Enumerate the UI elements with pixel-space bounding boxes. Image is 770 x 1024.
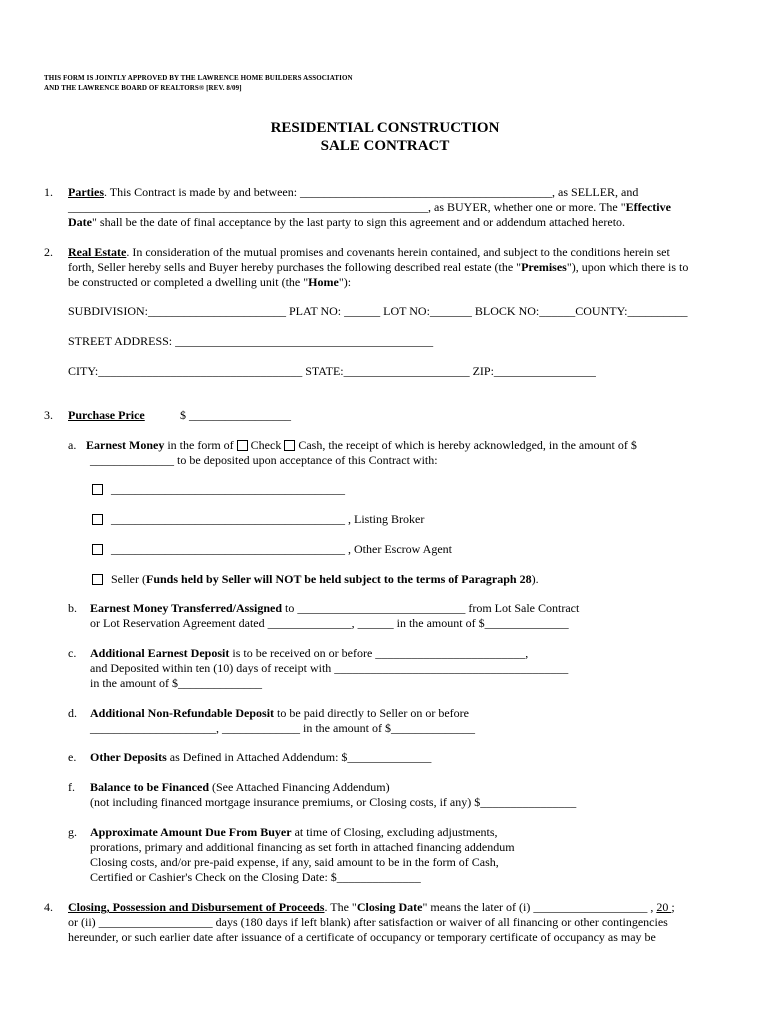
section-1-text-2: ____________________________________________________________, as BUYER, whether one or more. The ": [68, 200, 626, 214]
escrow-option-1-checkbox[interactable]: [92, 484, 103, 495]
item-b-line-2[interactable]: or Lot Reservation Agreement dated ______________, ______ in the amount of $______________: [90, 616, 569, 630]
section-4-line-3: hereunder, or such earlier date after issuance of a certificate of occupancy or temporary certificate of occupancy as may be: [68, 930, 656, 944]
escrow-option-1-field[interactable]: _______________________________________: [111, 482, 345, 496]
check-label: Check: [247, 438, 285, 452]
item-c-line-2[interactable]: and Deposited within ten (10) days of receipt with _______________________________________: [90, 661, 569, 675]
item-c-line-1[interactable]: [90, 646, 528, 661]
cash-label: Cash, the receipt of which is hereby acknowledged, in the amount of $: [295, 438, 637, 452]
transferred-heading: Earnest Money Transferred/Assigned: [90, 601, 282, 615]
item-g-line-2: prorations, primary and additional financing as set forth in attached financing addendum: [90, 840, 515, 854]
item-g-label: g.: [68, 825, 77, 839]
section-4-text-1e: ;: [671, 900, 675, 914]
other-escrow-agent-field[interactable]: _______________________________________ , Other Escrow Agent: [111, 542, 452, 556]
item-g-line-1: [90, 825, 498, 840]
item-f-text-1: (See Attached Financing Addendum): [209, 780, 390, 794]
amount-due-heading: Approximate Amount Due From Buyer: [90, 825, 292, 839]
date-term: Date: [68, 215, 92, 229]
additional-earnest-heading: Additional Earnest Deposit: [90, 646, 230, 660]
document-title-line-2: SALE CONTRACT: [320, 138, 450, 154]
section-1-line-2: [68, 200, 671, 215]
home-term: Home: [308, 275, 339, 289]
section-2-text-2a: forth, Seller hereby sells and Buyer hereby purchases the following described real estate (the ": [68, 260, 522, 274]
item-b-line-1[interactable]: [90, 601, 579, 616]
section-2-number: 2.: [44, 245, 53, 259]
section-1-line-3: [68, 215, 625, 230]
item-c-label: c.: [68, 646, 77, 660]
item-e-line-1[interactable]: [90, 750, 431, 765]
item-a-line-2[interactable]: ______________ to be deposited upon acceptance of this Contract with:: [90, 453, 438, 467]
item-d-label: d.: [68, 706, 77, 720]
non-refundable-heading: Additional Non-Refundable Deposit: [90, 706, 275, 720]
section-3-heading: [68, 408, 145, 423]
item-e-text-1: as Defined in Attached Addendum: $______________: [166, 750, 432, 764]
seller-option-text: [111, 572, 539, 587]
closing-year-field[interactable]: 20: [656, 900, 672, 914]
item-d-text-1: to be paid directly to Seller on or before: [274, 706, 469, 720]
earnest-money-heading: Earnest Money: [86, 438, 165, 452]
check-checkbox[interactable]: [237, 440, 248, 451]
item-a-label: a.: [68, 438, 77, 452]
subdivision-field-line[interactable]: SUBDIVISION:_______________________ PLAT NO: ______ LOT NO:_______ BLOCK NO:______COUNTY:__________: [68, 304, 688, 318]
section-1-heading: Parties: [68, 185, 104, 199]
section-1-number: 1.: [44, 185, 53, 199]
closing-heading: Closing, Possession and Disbursement of Proceeds: [68, 900, 325, 914]
section-4-text-1a: . The ": [324, 900, 357, 914]
section-2-text-3c: "):: [338, 275, 352, 289]
item-b-text-1: to ____________________________ from Lot Sale Contract: [282, 601, 580, 615]
closing-date-term: Closing Date: [356, 900, 423, 914]
item-c-line-3[interactable]: in the amount of $______________: [90, 676, 262, 690]
form-header: [44, 73, 353, 93]
section-3-number: 3.: [44, 408, 53, 422]
cash-checkbox[interactable]: [284, 440, 295, 451]
item-f-line-2[interactable]: (not including financed mortgage insurance premiums, or Closing costs, if any) $________________: [90, 795, 577, 809]
other-escrow-agent-checkbox[interactable]: [92, 544, 103, 555]
section-1-text-3: " shall be the date of final acceptance by the last party to sign this agreement and or addendum attached hereto.: [92, 215, 626, 229]
section-2-text-3a: be constructed or completed a dwelling unit (the ": [68, 275, 309, 289]
section-2-text-1: . In consideration of the mutual promises and covenants herein contained, and subject to the conditions herein set: [126, 245, 670, 259]
section-2-line-2: [68, 260, 688, 275]
city-state-zip-field[interactable]: CITY:__________________________________ STATE:_____________________ ZIP:_________________: [68, 364, 596, 378]
section-2-line-1: [68, 245, 670, 260]
item-f-label: f.: [68, 780, 75, 794]
item-c-text-1: is to be received on or before _________________________,: [229, 646, 529, 660]
section-2-line-3: [68, 275, 351, 290]
seller-close-paren: ).: [531, 572, 539, 586]
seller-checkbox[interactable]: [92, 574, 103, 585]
section-4-number: 4.: [44, 900, 53, 914]
seller-label: Seller (: [111, 572, 146, 586]
purchase-price-field[interactable]: $ _________________: [180, 408, 291, 422]
balance-financed-heading: Balance to be Financed: [90, 780, 209, 794]
item-d-line-1: [90, 706, 469, 721]
item-b-label: b.: [68, 601, 77, 615]
section-1-line-1: [68, 185, 638, 200]
header-line-1: THIS FORM IS JOINTLY APPROVED BY THE LAWRENCE HOME BUILDERS ASSOCIATION: [44, 74, 353, 82]
section-4-line-1[interactable]: [68, 900, 675, 915]
section-4-line-2[interactable]: or (ii) ___________________ days (180 days if left blank) after satisfaction or waiver of all financing or other contingencies: [68, 915, 668, 929]
item-a-line-1: [86, 438, 637, 453]
item-g-line-3: Closing costs, and/or pre-paid expense, if any, said amount to be in the form of Cash,: [90, 855, 499, 869]
street-address-field[interactable]: STREET ADDRESS: ___________________________________________: [68, 334, 434, 348]
purchase-price-heading: Purchase Price: [68, 408, 145, 422]
item-a-in-form: in the form of: [164, 438, 237, 452]
header-line-2: AND THE LAWRENCE BOARD OF REALTORS® [REV. 8/09]: [44, 84, 242, 92]
document-title-line-1: RESIDENTIAL CONSTRUCTION: [270, 120, 500, 136]
item-g-text-1: at time of Closing, excluding adjustments,: [291, 825, 498, 839]
premises-term: Premises: [521, 260, 567, 274]
item-e-label: e.: [68, 750, 77, 764]
other-deposits-heading: Other Deposits: [90, 750, 167, 764]
section-1-text-1: . This Contract is made by and between: __________________________________________, as SELLER, and: [103, 185, 639, 199]
listing-broker-checkbox[interactable]: [92, 514, 103, 525]
seller-funds-note: Funds held by Seller will NOT be held subject to the terms of Paragraph 28: [146, 572, 532, 586]
effective-term: Effective: [625, 200, 671, 214]
section-4-text-1c: " means the later of (i) ___________________ ,: [422, 900, 657, 914]
section-2-heading: Real Estate: [68, 245, 127, 259]
section-2-text-2c: "), upon which there is to: [566, 260, 689, 274]
item-d-line-2[interactable]: _____________________, _____________ in the amount of $______________: [90, 721, 475, 735]
item-g-line-4[interactable]: Certified or Cashier's Check on the Closing Date: $______________: [90, 870, 421, 884]
item-f-line-1: [90, 780, 390, 795]
listing-broker-field[interactable]: _______________________________________ , Listing Broker: [111, 512, 425, 526]
